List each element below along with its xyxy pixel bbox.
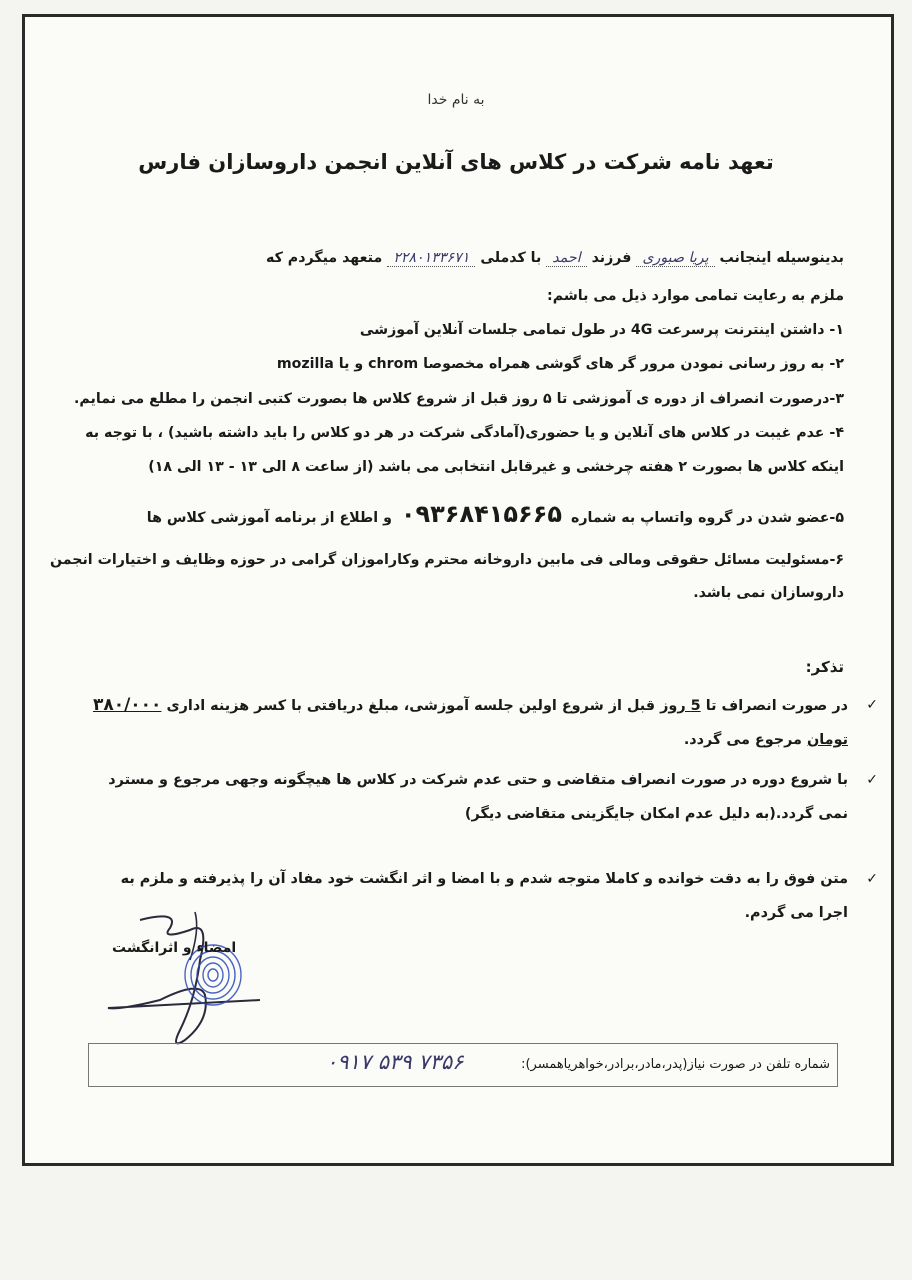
check-icon: ✓ xyxy=(866,871,878,887)
check-icon: ✓ xyxy=(866,772,878,788)
national-id-fill: ۲۲۸۰۱۳۳۶۷۱ xyxy=(387,250,475,267)
item-5-before: ۵-عضو شدن در گروه واتساپ به شماره xyxy=(570,510,844,526)
intro-line-2: ملزم به رعایت تمامی موارد ذیل می باشم: xyxy=(547,288,844,304)
item-4-cont: اینکه کلاس ها بصورت ۲ هفته چرخشی و غیرقابل انتخابی می باشد (از ساعت ۸ الی ۱۳ - ۱۳ الی ۱۸) xyxy=(148,459,844,475)
son-of-label: فرزند xyxy=(591,250,632,266)
item-2: ۲- به روز رسانی نمودن مرور گر های گوشی همراه مخصوصا chrom و یا mozilla xyxy=(276,356,844,372)
name-fill: پریا صبوری xyxy=(636,250,714,267)
check-icon: ✓ xyxy=(866,697,878,713)
note-2-text: با شروع دوره در صورت انصراف متقاضی و حتی عدم شرکت در کلاس ها هیچگونه وجهی مرجوع و مسترد نمی گردد.(به دلیل عدم امکان جایگزینی متقاضی دیگر) xyxy=(108,772,848,822)
intro-line xyxy=(64,250,844,266)
item-5 xyxy=(64,500,844,528)
note-1-currency: تومان xyxy=(806,732,848,748)
document-title: تعهد نامه شرکت در کلاس های آنلاین انجمن داروسازان فارس xyxy=(138,150,774,174)
note-2 xyxy=(88,763,878,831)
national-id-label: با کدملی xyxy=(480,250,542,266)
bismillah: به نام خدا xyxy=(427,92,485,108)
item-6-cont: داروسازان نمی باشد. xyxy=(693,585,844,601)
item-5-after: و اطلاع از برنامه آموزشی کلاس ها xyxy=(146,510,392,526)
note-1 xyxy=(88,688,878,757)
intro-suffix: متعهد میگردم که xyxy=(266,250,383,266)
note-1-fee: ۳۸۰/۰۰۰ xyxy=(92,695,162,715)
item-4: ۴- عدم غیبت در کلاس های آنلاین و یا حضوری(آمادگی شرکت در هر دو کلاس را باید داشته باشید) ، با توجه به xyxy=(85,425,844,441)
note-1-days: 5 روز xyxy=(660,698,701,714)
note-1-part2: قبل از شروع اولین جلسه آموزشی، مبلغ دریافتی با کسر هزینه اداری xyxy=(166,698,656,714)
note-1-part1: در صورت انصراف تا xyxy=(705,698,848,714)
intro-prefix: بدینوسیله اینجانب xyxy=(719,250,844,266)
signature-label: امضاء و اثرانگشت xyxy=(112,940,237,956)
item-3: ۳-درصورت انصراف از دوره ی آموزشی تا ۵ روز قبل از شروع کلاس ها بصورت کتبی انجمن را مطلع می نمایم. xyxy=(74,391,844,407)
emergency-phone-number: ۰۹۱۷ ۵۳۹ ۷۳۵۶ xyxy=(326,1050,464,1074)
whatsapp-number: ۰۹۳۶۸۴۱۵۶۶۵ xyxy=(400,500,562,528)
note-1-part3: مرجوع می گردد. xyxy=(683,732,802,748)
note-3-text: متن فوق را به دقت خوانده و کاملا متوجه شدم و با امضا و اثر انگشت خود مفاد آن را پذیرفته و ملزم به اجرا می گردم. xyxy=(120,871,848,921)
item-6: ۶-مسئولیت مسائل حقوقی ومالی فی مابین داروخانه محترم وکاراموزان گرامی در حوزه وظایف و اختیارات انجمن xyxy=(49,552,844,568)
notes-heading: تذکر: xyxy=(805,658,844,676)
item-1: ۱- داشتن اینترنت پرسرعت 4G در طول تمامی جلسات آنلاین آموزشی xyxy=(359,322,844,338)
emergency-phone-label: شماره تلفن در صورت نیاز(پدر،مادر،برادر،خواهریاهمسر): xyxy=(521,1057,830,1072)
father-fill: احمد xyxy=(546,250,586,267)
